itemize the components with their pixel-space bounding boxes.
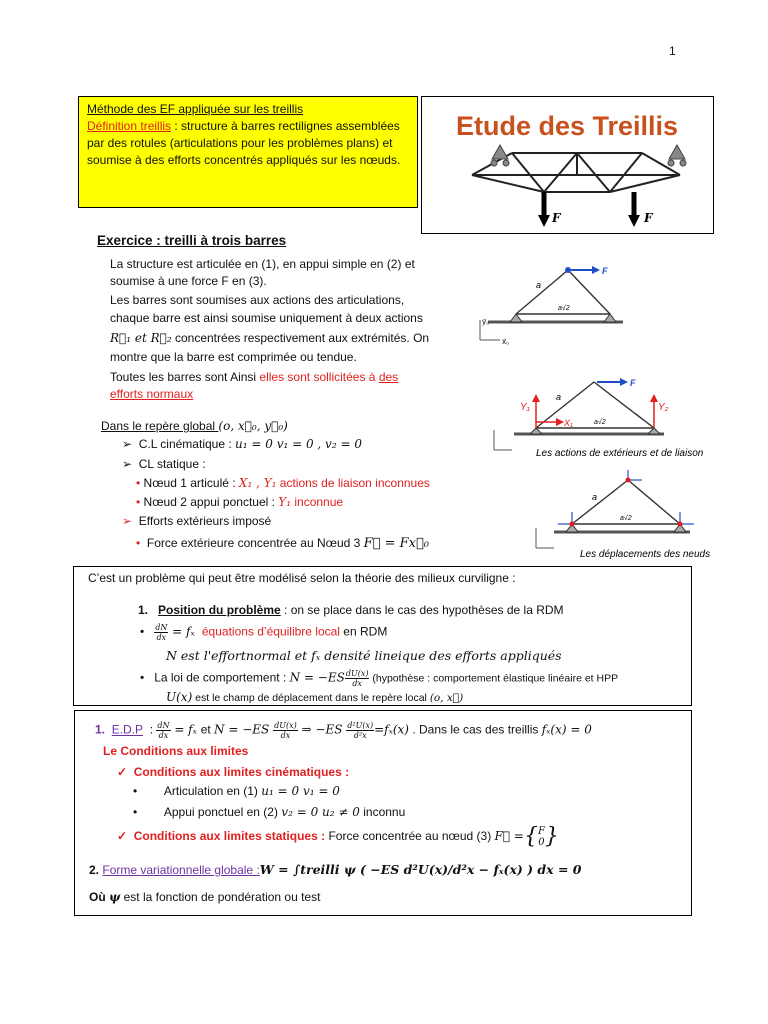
U-math: U(x) <box>166 690 193 704</box>
articulation-label: Articulation en (1) <box>163 784 262 798</box>
variational-label: Forme variationnelle globale : <box>102 863 260 877</box>
behavior-law-item: • La loi de comportement : N = −ES $\frac{dU(x)}{dx}$ (hypothèse : comportement élastique linéaire et HPP <box>140 669 619 688</box>
fig2-y1-label: Y₁ <box>520 402 530 413</box>
behavior-hypothesis: (hypothèse : comportement élastique linéaire et HPP <box>369 672 619 685</box>
exercise-line-7a: Toutes les barres sont Ainsi <box>110 370 260 384</box>
node1-label: Nœud 1 articulé : <box>143 476 239 490</box>
global-frame-line <box>101 418 288 435</box>
position-title: Position du problème <box>158 603 281 617</box>
exercise-line-5 <box>110 330 429 347</box>
static-conditions-title: Conditions aux limites statiques : <box>133 829 326 844</box>
arrow-bullet-icon: ➢ <box>122 437 139 451</box>
node2-item <box>136 494 343 511</box>
page-number: 1 <box>669 44 676 58</box>
exercise-line-6: montre que la barre est comprimée ou tendue. <box>110 350 357 364</box>
fig1-x-axis: x⃗₀ <box>502 339 510 346</box>
force-label-left: F <box>552 211 561 225</box>
exercise-line-4: chaque barre est ainsi soumise uniquement à deux actions <box>110 311 423 325</box>
static-conditions-line: ✓ Conditions aux limites statiques : Force concentrée au nœud (3) F⃗ ={ F 0 } <box>117 824 559 849</box>
global-frame-math: (o, x⃗₀, y⃗₀) <box>218 419 288 433</box>
edp-mid: et <box>200 722 215 737</box>
displacement-line <box>166 689 463 707</box>
cl-cin-label: C.L cinématique : <box>138 437 236 451</box>
psi-text: est la fonction de pondération ou test <box>120 890 321 904</box>
fig2-caption: Les actions de extérieurs et de liaison <box>536 448 704 459</box>
exercise-line-7b: elles sont sollicitées à <box>259 370 379 384</box>
node1-item <box>136 475 430 492</box>
articulation-math: u₁ = 0 v₁ = 0 <box>261 784 340 798</box>
psi-math: ψ <box>109 890 121 904</box>
exercise-line-3: Les barres sont soumises aux actions des articulations, <box>110 293 405 307</box>
fig2-bar-label: a <box>556 392 562 402</box>
fig1-y-axis: y⃗₀ <box>482 319 490 326</box>
U-text: est le champ de déplacement dans le repère local <box>192 692 430 704</box>
U-frame: (o, x⃗) <box>429 692 464 704</box>
exercise-line-5-text: concentrées respectivement aux extrémités. On <box>171 331 430 345</box>
truss-header-image <box>421 96 714 234</box>
node2-label: Nœud 2 appui ponctuel : <box>143 495 279 509</box>
check-icon: ✓ <box>117 829 134 844</box>
edp-label: E.D.P <box>111 722 144 737</box>
position-number: 1. <box>138 603 149 617</box>
fig1-force-label: F <box>602 266 608 276</box>
bullet-icon: • <box>136 476 144 490</box>
truss-figure-2 <box>484 370 734 462</box>
fig2-force-label: F <box>630 378 636 388</box>
truss-figure-3 <box>528 466 728 564</box>
exercise-line-2: soumise à une force F en (3). <box>110 274 267 288</box>
edp-tail: . Dans le cas des treillis <box>408 722 542 737</box>
exercise-line-7 <box>110 369 398 386</box>
equilibrium-label: équations d’équilibre local <box>201 624 340 639</box>
psi-label: Où <box>89 890 109 904</box>
variational-form-line <box>89 861 582 879</box>
definition-paragraph <box>87 118 409 169</box>
kinematic-conditions-label: Conditions aux limites cinématiques : <box>133 765 350 779</box>
boundary-conditions-title: Le Conditions aux limites <box>103 744 249 758</box>
node2-text: inconnue <box>291 495 344 509</box>
node1-math: X₁ , Y₁ <box>238 476 277 490</box>
N-definition: N est l'effortnormal et fₓ densité lineique des efforts appliqués <box>166 648 562 663</box>
bullet-icon: • <box>136 495 144 509</box>
kinematic-conditions-title <box>117 764 349 781</box>
exercise-line-1: La structure est articulée en (1), en appui simple en (2) et <box>110 257 415 271</box>
check-icon: ✓ <box>117 765 134 779</box>
cl-statique-item <box>122 456 206 473</box>
fig3-bar-label: a <box>592 492 598 502</box>
position-item <box>138 602 564 619</box>
force-label: Force extérieure concentrée au Nœud 3 <box>146 536 364 550</box>
cl-cin-math: u₁ = 0 v₁ = 0 , v₂ = 0 <box>235 437 362 451</box>
behavior-law-label: La loi de comportement : <box>154 670 290 685</box>
static-force-math: F⃗ = <box>494 829 524 844</box>
articulation-item: • Articulation en (1) u₁ = 0 v₁ = 0 <box>133 784 340 798</box>
definition-text: : structure à barres rectilignes assemblées par des rotules (articulations pour les problèmes plans) et soumise à des efforts concentrés appliqués sur les nœuds. <box>87 119 401 167</box>
problem-box <box>73 566 692 706</box>
external-efforts-item <box>122 513 271 530</box>
fig1-base-label: a√2 <box>558 305 570 312</box>
support-item: • Appui ponctuel en (2) v₂ = 0 u₂ ≠ 0 inconnu <box>133 805 406 819</box>
force-label-right: F <box>644 211 653 225</box>
exercise-line-8: efforts normaux <box>110 387 194 401</box>
dU-dx-fraction <box>345 669 370 688</box>
header-image-title: Etude des Treillis <box>456 111 679 141</box>
static-conditions-text: Force concentrée au nœud (3) <box>325 829 495 844</box>
behavior-law-math: N = −ES <box>289 670 345 685</box>
definition-box-title: Méthode des EF appliquée sur les treillis <box>87 102 304 116</box>
global-frame-label: Dans le repère global <box>101 419 219 433</box>
variational-math: W = ∫treilli ψ ( −ES d²U(x)/d²x − fₓ(x) ) dx = 0 <box>259 862 582 877</box>
exercise-title: Exercice : treilli à trois barres <box>97 233 287 248</box>
bullet-icon: • <box>136 536 147 550</box>
dU-denominator: dx <box>352 679 362 688</box>
equilibrium-text: en RDM <box>339 624 388 639</box>
truss-figure-1 <box>468 258 628 348</box>
cl-cinematique-item <box>122 436 362 453</box>
fig3-base-label: a√2 <box>620 515 632 522</box>
edp-number: 1. <box>95 722 106 737</box>
support-tail: inconnu <box>359 805 406 819</box>
arrow-bullet-icon: ➢ <box>122 457 139 471</box>
dU-numerator: dU(x) <box>345 669 369 678</box>
fig1-bar-label: a <box>536 280 542 290</box>
cl-stat-label: CL statique : <box>138 457 206 471</box>
truss-illustration <box>422 97 713 233</box>
exercise-line-7c: des <box>378 370 399 384</box>
arrow-bullet-icon: ➢ <box>122 514 139 528</box>
weight-function-line <box>89 889 320 906</box>
definition-box <box>78 96 418 208</box>
edp-tail-math: fₓ(x) = 0 <box>541 722 592 737</box>
variational-number: 2. <box>89 863 100 877</box>
edp-fraction: $\frac{dN}{dx}$ <box>157 721 170 740</box>
support-math: v₂ = 0 u₂ ≠ 0 <box>281 805 360 819</box>
edp-line: 1. E.D.P : $\frac{dN}{dx}$ = fₓ et N = −ES $\frac{dU(x)}{dx}$ ⇒ −ES $\frac{\text{d²U(x)}}{\text{d²x}}$ =fₓ(x) . Dans le cas des treillis fₓ(x) = 0 <box>95 721 592 740</box>
equilibrium-item: • $\frac{dN}{dx}$ = fₓ équations d’équilibre local en RDM <box>140 623 388 642</box>
dN-dx-fraction: $\frac{dN}{dx}$ <box>155 623 168 642</box>
definition-label: Définition treillis <box>87 119 172 133</box>
position-text: : on se place dans le cas des hypothèses de la RDM <box>280 603 564 617</box>
node2-math: Y₁ <box>278 495 292 509</box>
force-item <box>136 535 429 552</box>
reactions-math: R⃗₁ et R⃗₂ <box>110 331 172 345</box>
external-efforts-label: Efforts extérieurs imposé <box>138 514 272 528</box>
fig2-x1-label: X₁ <box>564 418 573 428</box>
node1-text: actions de liaison inconnues <box>276 476 430 490</box>
fig2-y2-label: Y₂ <box>658 402 669 413</box>
force-math: F⃗ = Fx⃗₀ <box>363 536 429 551</box>
support-label: Appui ponctuel en (2) <box>163 805 282 819</box>
resolution-box <box>74 710 692 916</box>
fig3-caption: Les déplacements des neuds <box>580 549 711 560</box>
fig2-base-label: a√2 <box>594 419 606 426</box>
problem-intro: C’est un problème qui peut être modélisé selon la théorie des milieux curviligne : <box>88 571 516 585</box>
